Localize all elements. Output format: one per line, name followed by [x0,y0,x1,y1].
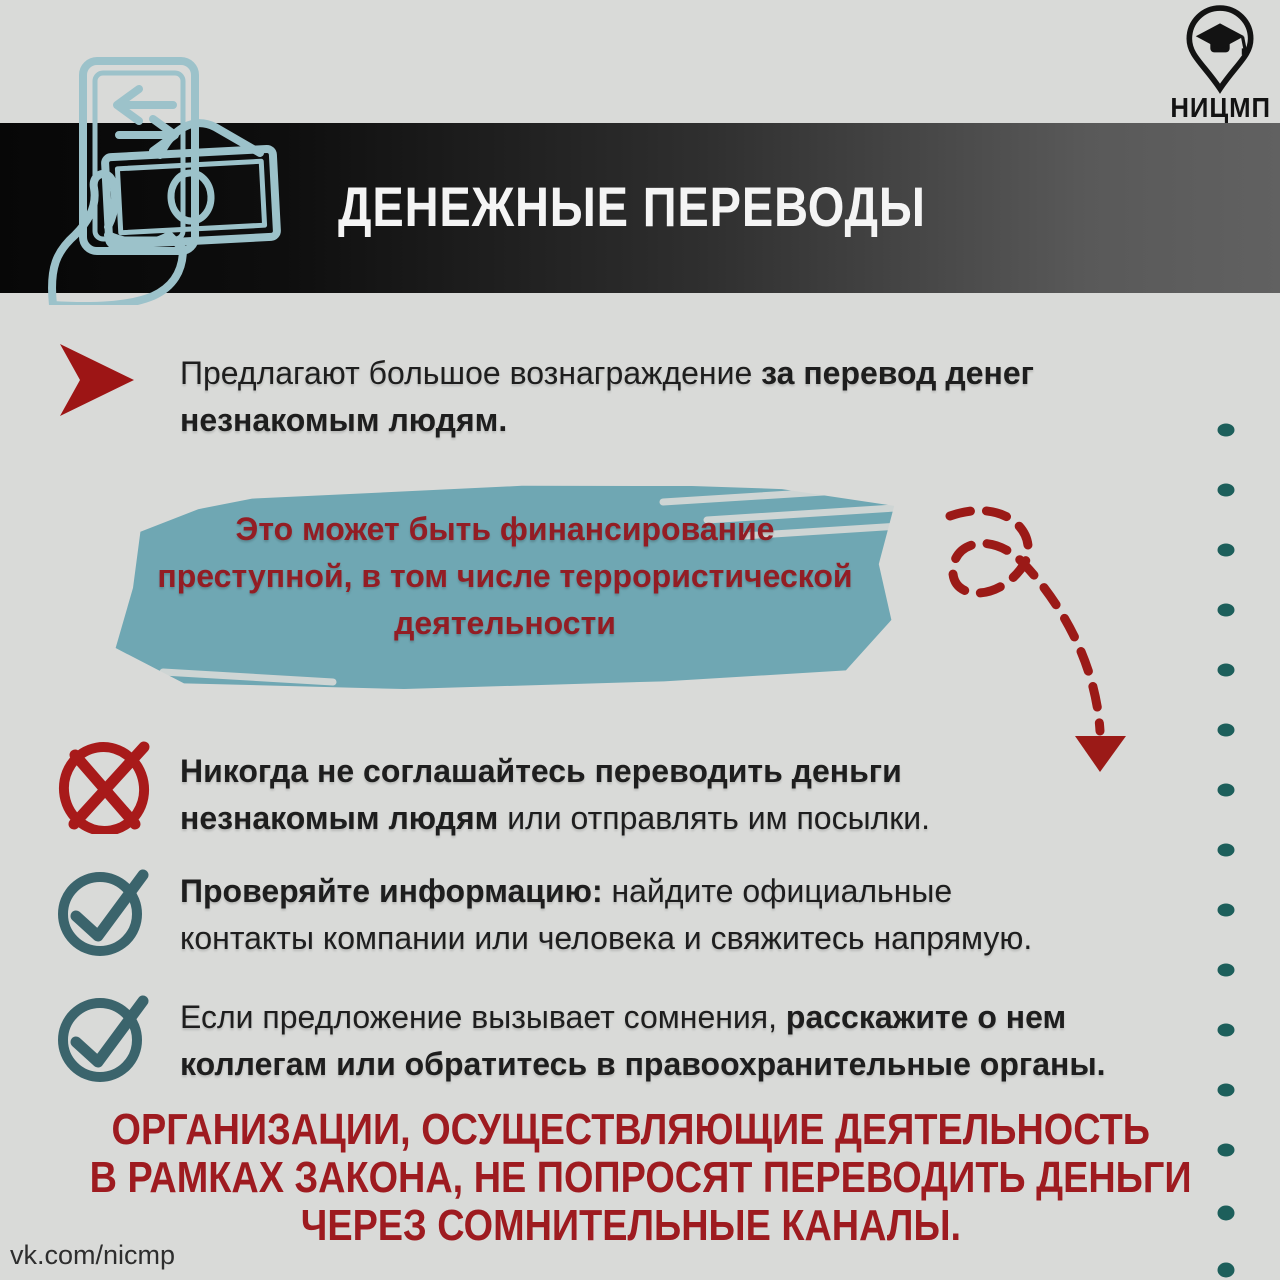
warning-2-line1-regular: найдите официальные [602,873,953,909]
money-transfer-icon [35,55,285,305]
warning-1-line-2 [180,795,930,842]
intro-line1-regular: Предлагают большое вознаграждение [180,355,762,391]
dotted-line-decoration [1210,420,1242,1280]
logo-label [1166,92,1276,124]
check-circle-icon [56,986,152,1082]
intro-line2-bold: незнакомым людям. [180,402,508,438]
highlight-line-1: Это может быть финансирование [235,511,775,547]
highlight-callout [103,476,907,694]
warning-1-text [180,748,930,842]
warning-1-line2-bold: незнакомым людям [180,800,499,836]
dashed-arrow-icon [930,488,1140,788]
footer-warning-line-1 [0,1106,1262,1154]
highlight-line-3: деятельности [394,605,616,641]
warning-1-line1-bold: Никогда не соглашайтесь переводить деньги [180,753,902,789]
intro-line1-bold: за перевод денег [761,355,1034,391]
warning-2-line-2 [180,915,1032,962]
warning-3-line1-regular: Если предложение вызывает сомнения, [180,999,786,1035]
logo-label-text: НИЦМП [1170,92,1272,123]
footer-warning-line-3 [0,1202,1262,1250]
footer-warning-line1-text: ОРГАНИЗАЦИИ, ОСУЩЕСТВЛЯЮЩИЕ ДЕЯТЕЛЬНОСТЬ [111,1105,1151,1154]
graduation-cap-pin-icon [1178,4,1262,96]
red-arrow-marker-icon [58,342,136,420]
warning-2-line2-regular: контакты компании или человека и свяжитесь напрямую. [180,920,1033,956]
footer-warning-line-2 [0,1154,1262,1202]
warning-1-line2-regular: или отправлять им посылки. [498,800,931,836]
warning-3-line1-bold: расскажите о нем [785,999,1067,1035]
warning-1-line-1 [180,748,930,795]
check-circle-icon [56,860,152,956]
footer-warning-line3-text: ЧЕРЕЗ СОМНИТЕЛЬНЫЕ КАНАЛЫ. [300,1201,962,1250]
warning-3-text [180,994,1106,1088]
warning-3-line-1 [180,994,1106,1041]
warning-2-line1-bold: Проверяйте информацию: [180,873,603,909]
intro-line-1 [180,350,1034,397]
vk-link[interactable]: vk.com/nicmp [10,1240,176,1270]
page-title [338,176,1038,238]
page-title-text: ДЕНЕЖНЫЕ ПЕРЕВОДЫ [338,175,926,238]
highlight-line-2: преступной, в том числе террористической [157,558,853,594]
footer-warning [0,1106,1262,1250]
warning-3-line2-bold: коллегам или обратитесь в правоохранительные органы. [180,1046,1106,1082]
warning-2-text [180,868,1032,962]
footer-warning-line2-text: В РАМКАХ ЗАКОНА, НЕ ПОПРОСЯТ ПЕРЕВОДИТЬ ДЕНЬГИ [89,1153,1192,1202]
intro-text [180,350,1034,444]
highlight-text [103,506,907,647]
cross-circle-icon [58,736,156,834]
warning-3-line-2 [180,1041,1106,1088]
warning-2-line-1 [180,868,1032,915]
intro-line-2 [180,397,1034,444]
